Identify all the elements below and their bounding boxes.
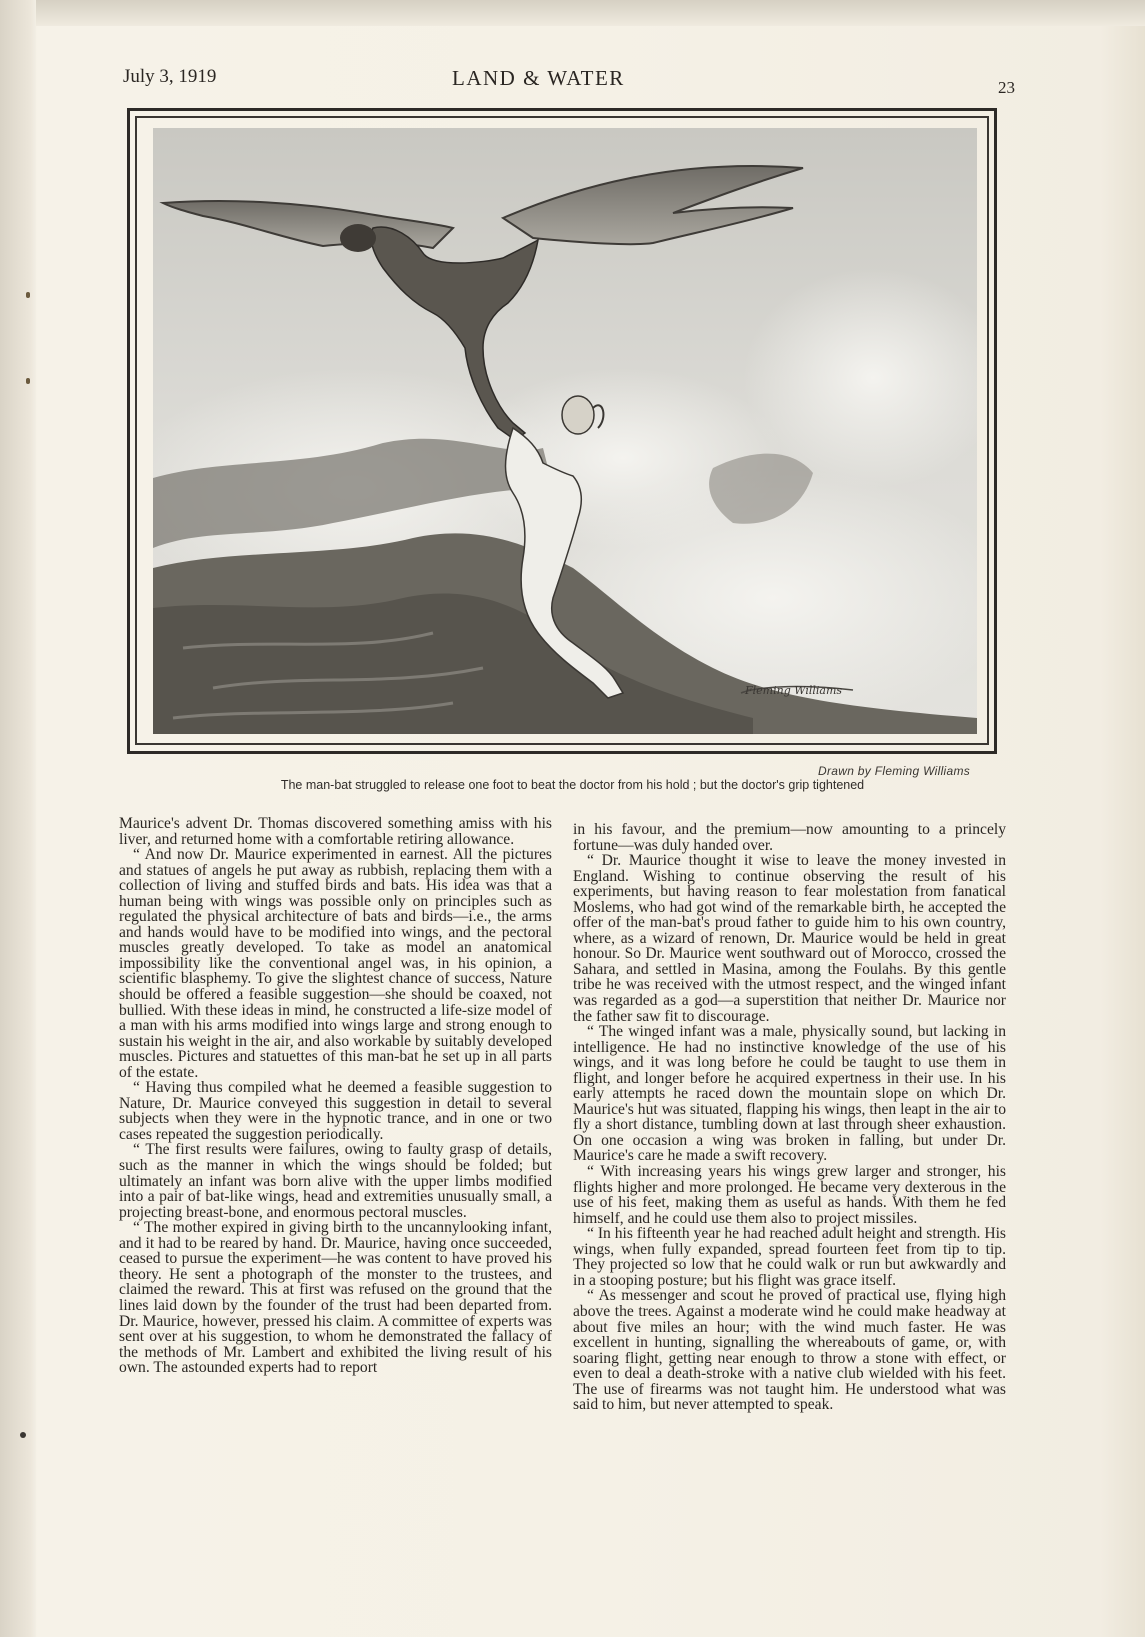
illustration-man-bat xyxy=(153,128,977,734)
paragraph: “ As messenger and scout he proved of practical use, flying high above the trees. Against a moderate wind he could make headway at about five miles an hour; with the wind much faster. He was excellent in hunting, signalling the whereabouts of game, or, with soaring flight, getting near enough to throw a stone with effect, or even to deal a death-stroke with a native club wielded with his feet. The use of firearms was not taught him. He understood what was said to him, but never attempted to speak. xyxy=(573,1287,1006,1414)
page-header xyxy=(0,66,1145,96)
paragraph: “ The winged infant was a male, physically sound, but lacking in intelligence. He had no instinctive knowledge of the use of his wings, and it was long before he could be taught to use them in flight, and longer before he acquired expertness in their use. In his early attempts he raced down the mountain slope on which Dr. Maurice's hut was situated, flapping his wings, then leapt in the air to fly a short distance, tumbling down at last through sheer exhaustion. On one occasion a wing was broken in falling, but under Dr. Maurice's care he made a swift recovery. xyxy=(573,1023,1006,1165)
paragraph: “ Having thus compiled what he deemed a feasible suggestion to Nature, Dr. Maurice conveyed this suggestion in detail to several subjects when they were in the hypnotic trance, and in one or two cases repeated the suggestion periodically. xyxy=(119,1079,552,1143)
margin-mark xyxy=(26,292,30,298)
paragraph: “ The mother expired in giving birth to the uncannylooking infant, and it had to be reared by hand. Dr. Maurice, having once succeeded, ceased to pursue the experiment—he was content to have proved his theory. He sent a photograph of the monster to the trustees, and claimed the reward. This at first was refused on the ground that the lines laid down by the founder of the trust had been departed from. Dr. Maurice, however, pressed his claim. A committee of experts was sent over at his suggestion, to whom he demonstrated the fallacy of the methods of Mr. Lambert and exhibited the living result of his own. The astounded experts had to report xyxy=(119,1219,552,1377)
paragraph: “ And now Dr. Maurice experimented in earnest. All the pictures and statues of angels he put away as rubbish, replacing them with a collection of living and stuffed birds and bats. His idea was that a human being with wings was possible only on principles such as regulated the physical architecture of bats and birds—i.e., the arms and hands would have to be modified into wings, and the pectoral muscles greatly developed. To take as model an anatomical impossibility like the conventional angel was, in his opinion, a scientific blasphemy. To give the slightest chance of success, Nature should be offered a feasible suggestion—she should be coaxed, not bullied. With these ideas in mind, he constructed a life-size model of a man with his arms modified into wings large and strong enough to sustain his weight in the air, and also workable by suitably developed muscles. Pictures and statuettes of this man-bat he set up in all parts of the estate. xyxy=(119,846,552,1081)
page-gutter-shadow xyxy=(0,0,36,1637)
text-column-right xyxy=(573,822,1006,1413)
paragraph: “ The first results were failures, owing to faulty grasp of details, such as the manner in which the wings should be folded; but ultimately an infant was born alive with the upper limbs modified into a pair of bat-like wings, head and extremities unusually small, a projecting breast-bone, and enormous pectoral muscles. xyxy=(119,1141,552,1221)
margin-mark xyxy=(20,1432,26,1438)
header-page-number: 23 xyxy=(998,78,1015,97)
paragraph: “ In his fifteenth year he had reached adult height and strength. His wings, when fully expanded, spread fourteen feet from tip to tip. They projected so low that he could walk or run but awkwardly and in a stooping posture; but his flight was grace itself. xyxy=(573,1225,1006,1289)
svg-text:Fleming Williams: Fleming Williams xyxy=(745,684,843,697)
text-column-left xyxy=(119,816,552,1376)
page-top-edge xyxy=(0,0,1145,26)
margin-mark xyxy=(26,378,30,384)
paragraph: “ With increasing years his wings grew larger and stronger, his flights higher and more prolonged. He became very dexterous in the use of his feet, making them as useful as hands. With them he fed himself, and he could use them also to project missiles. xyxy=(573,1163,1006,1227)
header-date: July 3, 1919 xyxy=(123,66,217,87)
illustration-caption: The man-bat struggled to release one foot to beat the doctor from his hold ; but the doctor's grip tightened xyxy=(280,778,865,792)
paragraph: Maurice's advent Dr. Thomas discovered something amiss with his liver, and returned home with a comfortable retiring allowance. xyxy=(119,815,552,848)
paragraph: in his favour, and the premium—now amounting to a princely fortune—was duly handed over. xyxy=(573,821,1006,854)
illustration-credit: Drawn by Fleming Williams xyxy=(818,764,971,778)
header-publication-title: LAND & WATER xyxy=(452,66,625,90)
paragraph: “ Dr. Maurice thought it wise to leave the money invested in England. Wishing to continue observing the result of his experiments, but having reason to fear molestation from fanatical Moslems, who had got wind of the remarkable birth, he accepted the offer of the man-bat's proud father to guide him to his own country, where, as a wizard of renown, Dr. Maurice would be held in great honour. So Dr. Maurice went southward out of Morocco, crossed the Sahara, and settled in Masina, among the Foulahs. By this gentle tribe he was received with the utmost respect, and the winged infant was regarded as a god—a superstition that neither Dr. Maurice nor the father saw fit to discourage. xyxy=(573,852,1006,1025)
